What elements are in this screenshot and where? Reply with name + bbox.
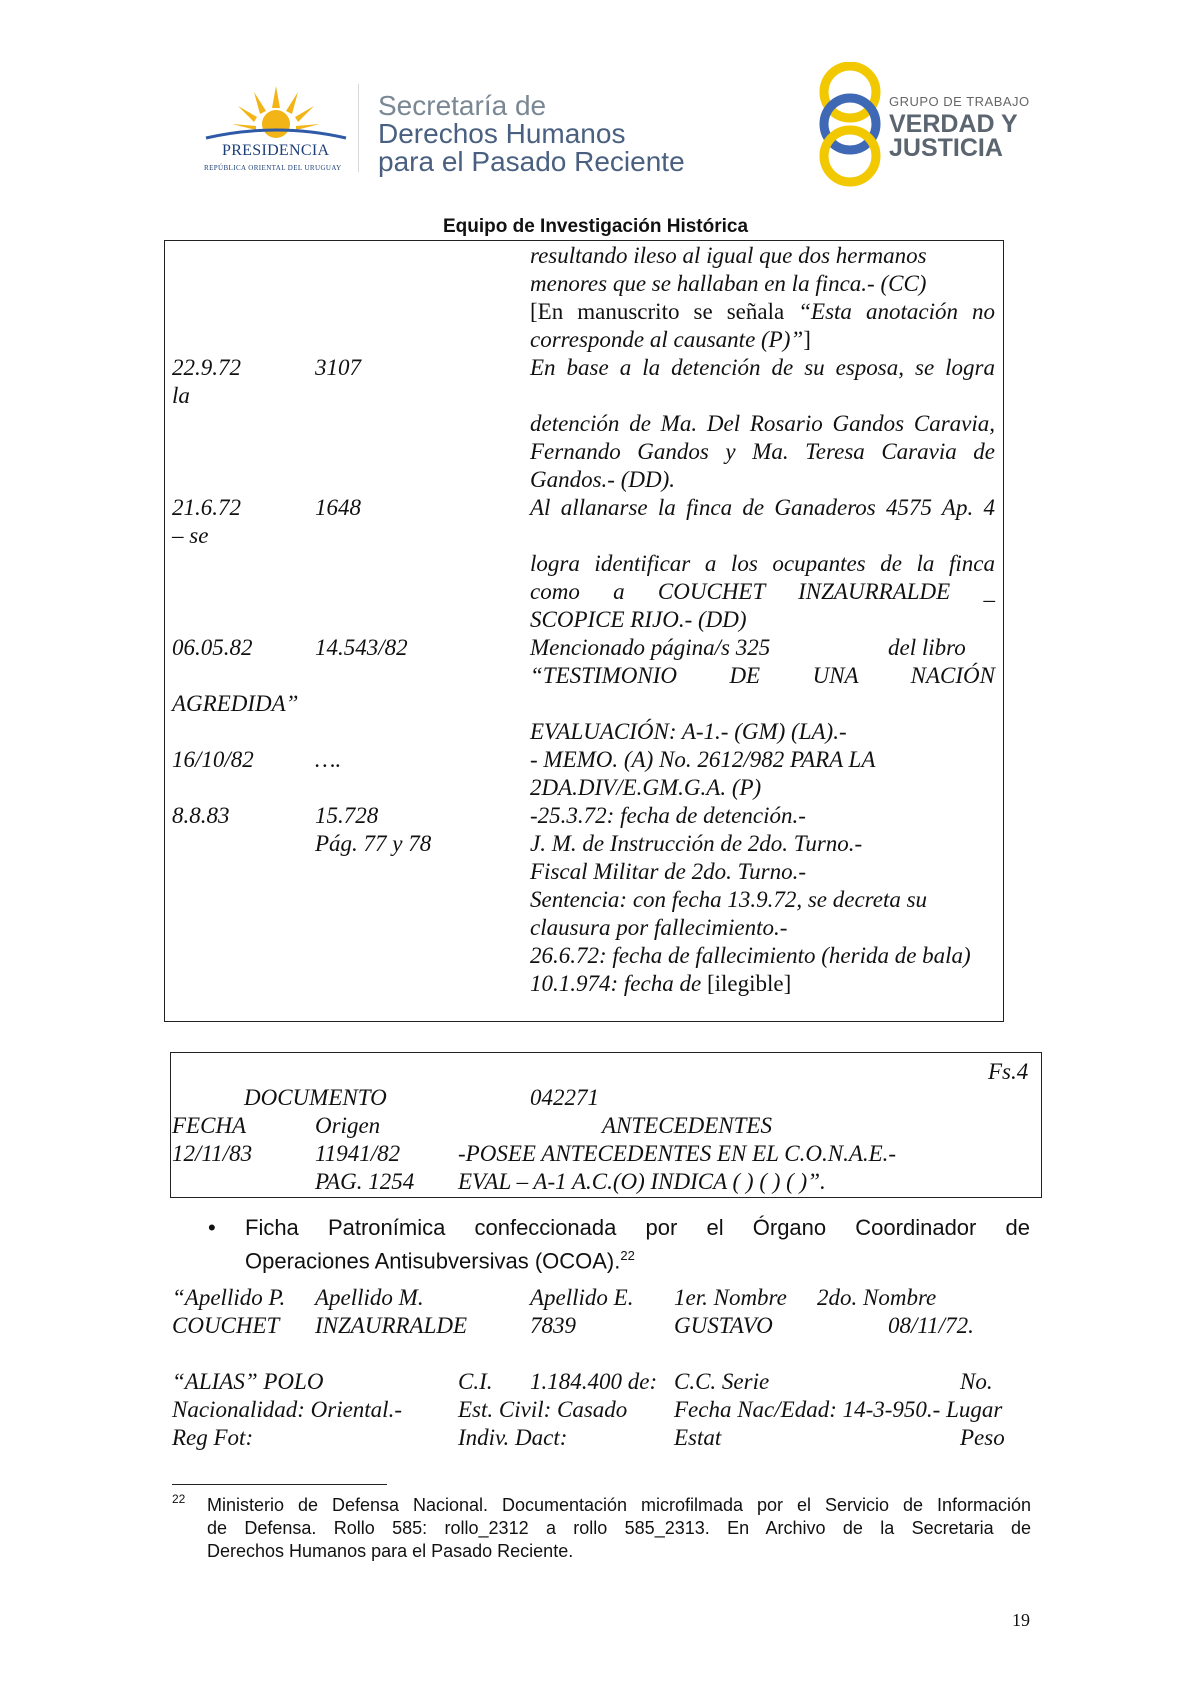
record-fecha: 12/11/83 <box>172 1141 253 1166</box>
row5-date: 8.8.83 <box>172 803 230 828</box>
row5-text-line-5: clausura por fallecimiento.- <box>530 915 788 940</box>
bullet-line-2 <box>245 1242 635 1275</box>
row3-text-line-1b: del libro <box>888 635 966 660</box>
ficha-estat: Estat <box>674 1425 722 1450</box>
ficha-peso: Peso <box>960 1425 1005 1450</box>
ficha-reg-fot: Reg Fot: <box>172 1425 254 1450</box>
secretaria-line-2: Derechos Humanos <box>378 118 626 149</box>
row3-cont: AGREDIDA” <box>172 691 299 716</box>
row2-number: 1648 <box>315 495 361 520</box>
linked-rings-icon <box>815 62 885 187</box>
row3-text-line-1: Mencionado página/s 325 <box>530 635 771 660</box>
grupo-verdad-justicia-logo <box>815 62 1030 187</box>
row2-date-cont: – se <box>172 523 209 548</box>
ficha-nacionalidad: Nacionalidad: Oriental.- <box>172 1397 402 1422</box>
row2-text-line-3: como a COUCHET INZAURRALDE _ <box>530 579 995 604</box>
ficha-header-apellido-p: “Apellido P. <box>172 1285 286 1310</box>
ficha-ci-value: 1.184.400 de: <box>530 1369 658 1394</box>
ficha-alias: “ALIAS” POLO <box>172 1369 324 1394</box>
manuscrito-quote-2: corresponde al causante (P)” <box>530 327 804 352</box>
secretaria-line-3: para el Pasado Reciente <box>378 146 685 177</box>
ficha-header-2do-nombre: 2do. Nombre <box>817 1285 937 1310</box>
page-number: 19 <box>1012 1610 1030 1630</box>
ficha-indiv-dact: Indiv. Dact: <box>458 1425 568 1450</box>
table1-manuscrito-line-2 <box>530 326 811 354</box>
row5-text-line-4: Sentencia: con fecha 13.9.72, se decreta su <box>530 887 928 912</box>
row5-text-line-1: -25.3.72: fecha de detención.- <box>530 803 806 828</box>
row5-text-line-2: J. M. de Instrucción de 2do. Turno.- <box>530 831 863 856</box>
row1-number: 3107 <box>315 355 361 380</box>
row5-text-line-6: 26.6.72: fecha de fallecimiento (herida de bala) <box>530 943 971 968</box>
record-antecedentes-1: -POSEE ANTECEDENTES EN EL C.O.N.A.E.- <box>458 1141 897 1166</box>
footnote-line-2: de Defensa. Rollo 585: rollo_2312 a rollo 585_2313. En Archivo de la Secretaria de <box>207 1518 1031 1538</box>
row3-number: 14.543/82 <box>315 635 408 660</box>
ficha-value-1er-nombre: GUSTAVO <box>674 1313 773 1338</box>
manuscrito-bracket-close: ] <box>803 327 811 352</box>
row4-text-line-2: 2DA.DIV/E.GM.G.A. (P) <box>530 775 762 800</box>
header-antecedentes: ANTECEDENTES <box>602 1113 772 1138</box>
presidencia-logo <box>196 82 356 174</box>
row1-text-line-3: Fernando Gandos y Ma. Teresa Caravia de <box>530 439 995 464</box>
presidencia-subtitle: REPÚBLICA ORIENTAL DEL URUGUAY <box>204 164 342 172</box>
row5-text-line-3: Fiscal Militar de 2do. Turno.- <box>530 859 806 884</box>
header-fecha: FECHA <box>172 1113 247 1138</box>
table1-top-line-2: menores que se hallaban en la finca.- (CC) <box>530 271 927 296</box>
ficha-fecha-nac: Fecha Nac/Edad: 14-3-950.- Lugar <box>674 1397 1003 1422</box>
row1-date: 22.9.72 <box>172 355 241 380</box>
record-antecedentes-2: EVAL – A-1 A.C.(O) INDICA ( ) ( ) ( )”. <box>458 1169 826 1194</box>
fs-label: Fs.4 <box>988 1059 1029 1084</box>
table1-manuscrito-line-1 <box>530 298 995 326</box>
footnote-line-3: Derechos Humanos para el Pasado Reciente. <box>207 1541 574 1561</box>
row1-text-line-2: detención de Ma. Del Rosario Gandos Caravia, <box>530 411 995 436</box>
sun-emblem-icon <box>196 82 356 142</box>
row3-date: 06.05.82 <box>172 635 253 660</box>
row5-number-page: Pág. 77 y 78 <box>315 831 432 856</box>
ficha-value-apellido-m: INZAURRALDE <box>315 1313 468 1338</box>
row5-text-line-7 <box>530 970 791 998</box>
ficha-ci-label: C.I. <box>458 1369 493 1394</box>
record-origen: 11941/82 <box>315 1141 401 1166</box>
ficha-estado-civil: Est. Civil: Casado <box>458 1397 628 1422</box>
manuscrito-bracket-text: [En manuscrito se señala <box>530 299 799 324</box>
footnote-separator <box>172 1484 387 1485</box>
ficha-cc-serie: C.C. Serie <box>674 1369 770 1394</box>
manuscrito-quote-1: “Esta anotación no <box>798 299 996 324</box>
row1-text-line-1: En base a la detención de su esposa, se logra <box>530 355 995 380</box>
grupo-line-2: JUSTICIA <box>889 134 1003 162</box>
grupo-small-text: GRUPO DE TRABAJO <box>889 94 1030 109</box>
footnote-line-1: Ministerio de Defensa Nacional. Documentación microfilmada por el Servicio de Información <box>207 1495 1031 1515</box>
row5-last-plain: [ilegible] <box>706 971 792 996</box>
grupo-line-1: VERDAD Y <box>889 110 1018 138</box>
row5-number: 15.728 <box>315 803 379 828</box>
footnote-reference: 22 <box>620 1248 635 1263</box>
ficha-header-1er-nombre: 1er. Nombre <box>674 1285 787 1310</box>
secretaria-title <box>378 92 685 176</box>
ficha-header-apellido-m: Apellido M. <box>315 1285 424 1310</box>
ficha-header-apellido-e: Apellido E. <box>530 1285 634 1310</box>
footnote-number: 22 <box>172 1492 186 1506</box>
secretaria-line-1: Secretaría de <box>378 90 547 121</box>
table1-top-line-1: resultando ileso al igual que dos hermanos <box>530 243 927 268</box>
documento-number: 042271 <box>530 1085 599 1110</box>
documento-label: DOCUMENTO <box>244 1085 387 1110</box>
ficha-value-apellido-e: 7839 <box>530 1313 576 1338</box>
row4-number: …. <box>315 747 342 772</box>
row5-last-italic: 10.1.974: fecha de <box>530 971 707 996</box>
team-title: Equipo de Investigación Histórica <box>442 216 749 237</box>
ficha-no: No. <box>960 1369 993 1394</box>
row2-text-line-2: logra identificar a los ocupantes de la finca <box>530 551 995 576</box>
ficha-value-date: 08/11/72. <box>888 1313 974 1338</box>
row2-date: 21.6.72 <box>172 495 241 520</box>
row1-date-cont: la <box>172 383 190 408</box>
header-divider <box>358 84 359 172</box>
bullet-line-2-text: Operaciones Antisubversivas (OCOA). <box>245 1248 621 1274</box>
row4-text-line-1: - MEMO. (A) No. 2612/982 PARA LA <box>530 747 876 772</box>
row4-date: 16/10/82 <box>172 747 254 772</box>
row2-text-line-1: Al allanarse la finca de Ganaderos 4575 Ap. 4 <box>530 495 995 520</box>
row3-text-line-2: “TESTIMONIO DE UNA NACIÓN <box>530 663 995 688</box>
bullet-line-1: Ficha Patronímica confeccionada por el Órgano Coordinador de <box>245 1215 1030 1240</box>
row2-text-line-4: SCOPICE RIJO.- (DD) <box>530 607 747 632</box>
header-origen: Origen <box>315 1113 381 1138</box>
ficha-value-apellido-p: COUCHET <box>172 1313 280 1338</box>
presidencia-name: PRESIDENCIA <box>222 142 330 159</box>
bullet-symbol: • <box>208 1215 216 1240</box>
record-origen-page: PAG. 1254 <box>315 1169 415 1194</box>
row1-text-line-4: Gandos.- (DD). <box>530 467 676 492</box>
row3-evaluacion: EVALUACIÓN: A-1.- (GM) (LA).- <box>530 719 847 744</box>
